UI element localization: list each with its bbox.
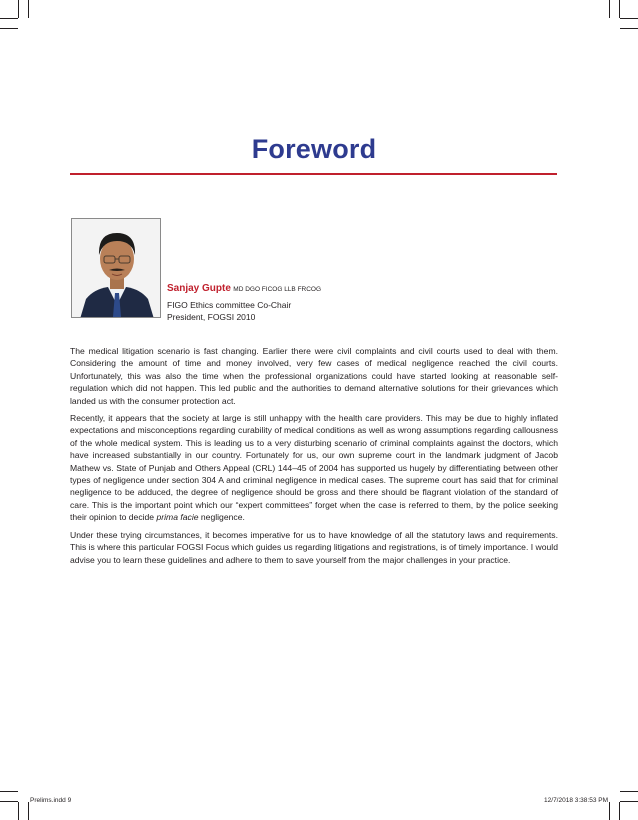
author-role: President, FOGSI 2010 (167, 312, 256, 322)
crop-mark (28, 802, 29, 820)
crop-mark (28, 0, 29, 18)
footer-timestamp: 12/7/2018 3:38:53 PM (544, 797, 608, 804)
crop-mark (609, 802, 610, 820)
crop-mark (620, 791, 638, 792)
crop-mark (18, 802, 19, 820)
paragraph: Under these trying circumstances, it becomes imperative for us to have knowledge of all the statutory laws and requirements. This is where this particular FOGSI Focus which guides us regarding litigations and registrations, is of timely importance. I would advise you to learn these guidelines and adhere to them to save yourself from the major challenges in your practice. (70, 529, 558, 565)
page-title: Foreword (251, 134, 377, 164)
crop-mark (609, 0, 610, 18)
paragraph: The medical litigation scenario is fast changing. Earlier there were civil complaints and civil courts used to deal with them. Considering the amount of time and money involved, very few cases of medical negligence reached the civil courts. Unfortunately, this was also the time when the professional organizations could have started looking at reasonable self-regulation which did not happen. This led public and the authorities to demand alternative solutions for their grievances which landed us with the consumer protection act. (70, 346, 558, 406)
crop-mark (620, 28, 638, 29)
crop-mark (0, 18, 18, 19)
paragraph-text: negligence. (198, 512, 245, 523)
crop-mark (619, 802, 620, 820)
italic-term: prima facie (156, 512, 199, 523)
author-name-line (167, 282, 321, 296)
crop-mark (18, 0, 19, 18)
crop-mark (620, 18, 638, 19)
paragraph-text: Recently, it appears that the society at large is still unhappy with the health care providers. This may be due to highly inflated expectations and misconceptions regarding curability of medical conditions as well as wrong assumptions regarding callousness of the whole medical system. This is leading us to a very disturbing scenario of criminal complaints against the doctors, which have increased substantially in our country. Fortunately for us, our own supreme court in the landmark judgment of Jacob Mathew vs. State of Punjab and Others Appeal (CRL) 144–45 of 2004 has supported us hugely by differentiating between other types of negligence under section 304 A and criminal negligence in medical cases. The supreme court has said that for criminal negligence to be adduced, the degree of negligence should be gross and there should be flagrant violation of the standard of care. This is the important point which our “expert committees” forget when the case is referred to them, by the police seeking their opinion to decide (70, 413, 558, 523)
author-qualifications: MD DGO FICOG LLB FRCOG (233, 286, 322, 293)
title-rule (70, 173, 557, 175)
crop-mark (0, 791, 18, 792)
author-role: FIGO Ethics committee Co-Chair (167, 300, 292, 310)
footer-file: Prelims.indd 9 (30, 797, 72, 804)
author-name: Sanjay Gupte (167, 283, 231, 294)
portrait-image (72, 219, 161, 318)
author-photo (71, 218, 161, 318)
crop-mark (620, 801, 638, 802)
crop-mark (0, 28, 18, 29)
crop-mark (0, 801, 18, 802)
author-block (167, 282, 321, 323)
paragraph (70, 412, 558, 524)
crop-mark (619, 0, 620, 18)
foreword-body (70, 345, 558, 571)
